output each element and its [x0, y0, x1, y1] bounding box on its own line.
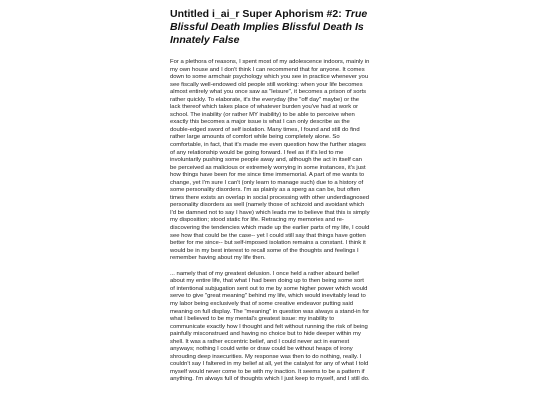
article-paragraph-2: ... namely that of my greatest delusion. I once held a rather absurd belief about my entire life, that what I had been doing up to then being some sort of intentional subjugation sent out to me by some higher power which would serve to give "great meaning" behind my life, which would inevitably lead to my labor being exclusively that of some creative endeavor putting said meaning on full display. The "meaning" in question was always a stand-in for what I believed to be my mental's greatest issue: my inability to communicate exactly how I thought and felt without running the risk of being painfully misconstrued and having no choice but to hide deeper within my shell. It was a rather eccentric belief, and I could never act in earnest anyways; nothing I could write or draw could be without heaps of irony shrouding deep insecurities. My response was then to do nothing, really. I couldn't say I faltered in my belief at all, yet the catalyst for any of what I told myself would never come to be with my inaction. It seems to be a pattern if anything. I'm always full of thoughts which I just keep to myself, and I still do. [170, 270, 370, 383]
article-paragraph-1: For a plethora of reasons, I spent most of my adolescence indoors, mainly in my own house and I don't think I can recommend that for anyone. It comes down to some armchair psychology which you see in practice whenever you see fiscally well-endowed old people still working: when your life becomes almost entirely what you once saw as "leisure", it becomes a prison of sorts rather quickly. To elaborate, it's the everyday (the "off day" maybe) or the lack thereof which takes place of whatever burden you've had at work or school. The inability (or rather MY inability) to be able to perceive when exactly this becomes a major issue is what I can only describe as the double-edged sword of self isolation. Many times, I found and still do find rather large amounts of comfort while being completely alone. So comfortable, in fact, that it's made me even question how the further stages of any relationship would be going forward. I feel as if it's led to me involuntarily pushing some people away and, although the act in itself can be perceived as malicious or extremely worrying in some instances, it's just how things have been for me since time immemorial. A part of me wants to change, yet I'm sure I can't (only learn to manage such) due to a history of some personality disorders. I'm as plainly as a sperg as can be, but often times there exists an overlap in social processing with other underdiagnosed personality disorders as well (namely those of schizoid and avoidant which I'd be damned not to say I have) which leads me to believe that this is simply my disposition; stood static for life. Retracing my memories and re-discovering the tendencies which made up the earlier parts of my life, I could see how that could be the case-- yet I could still say that things have gotten better for me since-- but self-imposed isolation remains a constant. I think it would be in my best interest to recall some of the thoughts and feelings I remember having about my life then. [170, 59, 370, 262]
article [170, 8, 370, 384]
article-title-subtitle: True Blissful Death Implies Blissful Death Is Innately False [170, 8, 368, 46]
article-title-main: Untitled i_ai_r Super Aphorism #2: [170, 8, 342, 20]
article-title [170, 8, 370, 47]
